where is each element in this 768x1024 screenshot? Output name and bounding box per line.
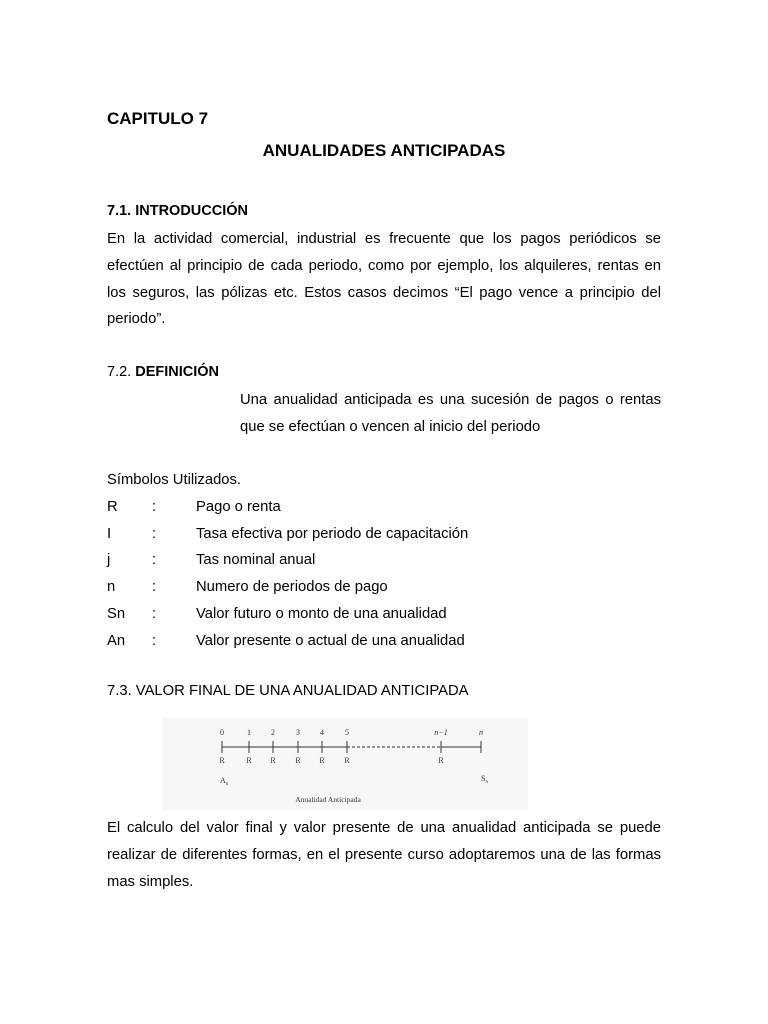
symbol-meaning: Valor futuro o monto de una anualidad <box>196 605 447 622</box>
future-value-label: $S_n$ <box>481 774 488 785</box>
closing-paragraph: El calculo del valor final y valor presente de una anualidad anticipada se puede realizar de diferentes formas, en el presente curso adoptaremos una de las formas mas simples. <box>107 820 661 890</box>
period-label: 1 <box>247 728 251 737</box>
page-title: ANUALIDADES ANTICIPADAS <box>262 141 506 160</box>
symbol-key: R <box>107 498 118 515</box>
chapter-heading: CAPITULO 7 <box>107 109 209 128</box>
period-label: 5 <box>345 728 349 737</box>
symbol-row <box>107 494 468 521</box>
payment-label: R <box>438 756 444 765</box>
period-label: 3 <box>296 728 300 737</box>
final-value-heading: 7.3. VALOR FINAL DE UNA ANUALIDAD ANTICIPADA <box>107 683 469 699</box>
payment-label: R <box>270 756 276 765</box>
payment-label: R <box>295 756 301 765</box>
symbol-meaning: Tas nominal anual <box>196 552 316 569</box>
payment-label: R <box>344 756 350 765</box>
symbol-row <box>107 547 468 574</box>
symbol-row <box>107 521 468 548</box>
symbol-separator: : <box>152 579 157 596</box>
definition-title: DEFINICIÓN <box>135 364 219 380</box>
symbol-key: Sn <box>107 605 126 622</box>
symbol-row <box>107 628 468 655</box>
diagram-caption: Anualidad Anticipada <box>295 795 361 804</box>
symbol-key: An <box>107 632 126 649</box>
period-label: 0 <box>220 728 224 737</box>
symbol-meaning: Valor presente o actual de una anualidad <box>196 632 465 649</box>
intro-paragraph: En la actividad comercial, industrial es frecuente que los pagos periódicos se efectúen al principio de cada periodo, como por ejemplo, los alquileres, rentas en los seguros, las pólizas etc. Estos casos decimos “El pago vence a principio del periodo”. <box>107 231 661 328</box>
symbol-row <box>107 601 468 628</box>
symbols-list <box>107 467 468 655</box>
present-value-label: $A_n$ <box>220 776 229 787</box>
symbol-separator: : <box>152 525 157 542</box>
definition-heading <box>107 364 219 380</box>
symbol-separator: : <box>152 632 157 649</box>
symbol-key: j <box>107 552 111 569</box>
definition-paragraph: Una anualidad anticipada es una sucesión de pagos o rentas que se efectúan o vencen al inicio del periodo <box>240 392 661 435</box>
symbol-key: n <box>107 579 116 596</box>
symbol-row <box>107 574 468 601</box>
period-label: n−1 <box>434 728 448 737</box>
payment-label: R <box>219 756 225 765</box>
symbol-separator: : <box>152 552 157 569</box>
period-label: 4 <box>320 728 324 737</box>
period-label: 2 <box>271 728 275 737</box>
symbol-meaning: Numero de periodos de pago <box>196 579 388 596</box>
symbol-separator: : <box>152 605 157 622</box>
timeline-diagram <box>162 718 528 810</box>
symbol-meaning: Pago o renta <box>196 498 281 515</box>
symbol-meaning: Tasa efectiva por periodo de capacitación <box>196 525 469 542</box>
payment-label: R <box>246 756 252 765</box>
period-label: n <box>479 728 483 737</box>
payment-label: R <box>319 756 325 765</box>
symbols-title: Símbolos Utilizados. <box>107 472 242 488</box>
definition-number: 7.2. <box>107 364 132 380</box>
symbol-separator: : <box>152 498 157 515</box>
symbol-key: I <box>107 525 112 542</box>
intro-heading: 7.1. INTRODUCCIÓN <box>107 203 248 219</box>
